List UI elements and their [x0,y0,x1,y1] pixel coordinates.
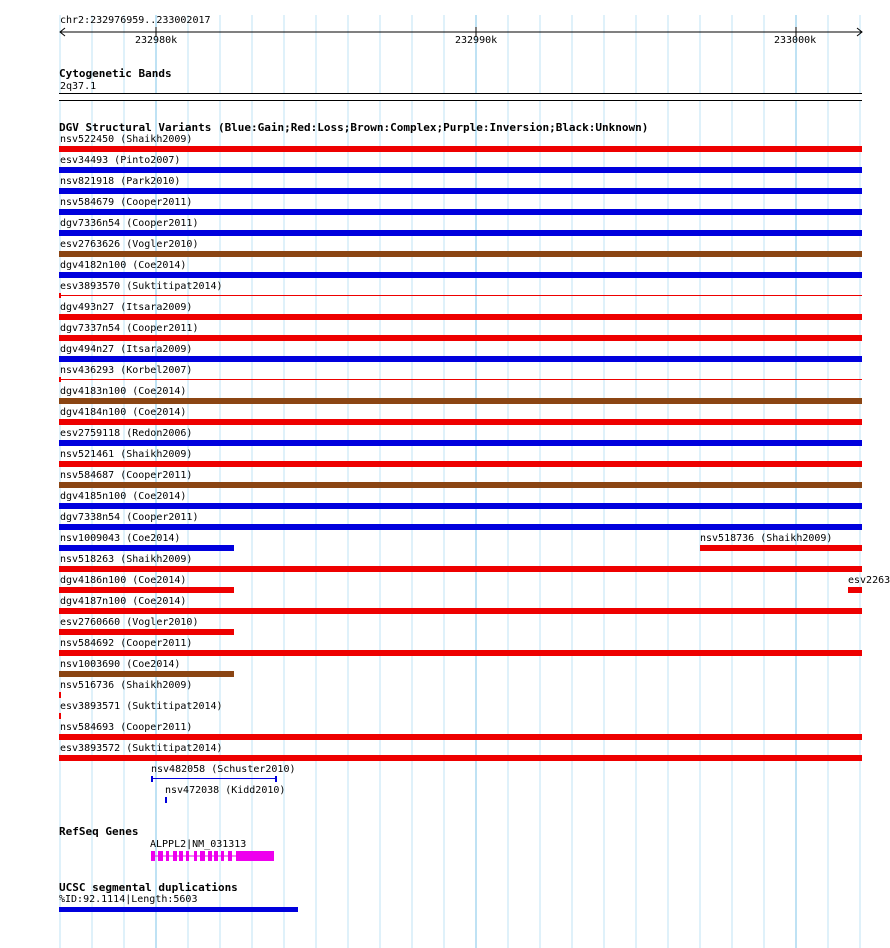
variant-label: esv2759118 (Redon2006) [60,428,193,439]
variant-feature[interactable] [59,608,862,614]
variant-label: nsv584687 (Cooper2011) [60,470,193,481]
variant-feature-end[interactable] [151,776,153,782]
variant-feature-end[interactable] [59,377,61,382]
variant-feature[interactable] [59,398,862,404]
variant-feature[interactable] [59,419,862,425]
variant-label: nsv1009043 (Coe2014) [60,533,181,544]
variant-feature[interactable] [59,272,862,278]
variant-label: dgv4184n100 (Coe2014) [60,407,187,418]
variant-feature[interactable] [59,713,61,719]
ruler-region-label: chr2:232976959..233002017 [60,15,211,26]
variant-feature[interactable] [59,379,862,380]
variant-label: esv2763626 (Vogler2010) [60,239,199,250]
variant-feature[interactable] [59,295,862,296]
variant-label: nsv482058 (Schuster2010) [151,764,296,775]
variant-label: esv2760660 (Vogler2010) [60,617,199,628]
variant-feature[interactable] [59,671,234,677]
variant-label: nsv472038 (Kidd2010) [165,785,286,796]
variant-feature[interactable] [59,188,862,194]
variant-label: nsv821918 (Park2010) [60,176,181,187]
variant-label: dgv494n27 (Itsara2009) [60,344,193,355]
variant-label: dgv4182n100 (Coe2014) [60,260,187,271]
segdup-track-title[interactable]: UCSC segmental duplications [59,881,238,894]
variant-feature[interactable] [59,566,862,572]
variant-feature[interactable] [59,545,234,551]
variant-label: dgv7337n54 (Cooper2011) [60,323,199,334]
segdup-feature[interactable] [59,907,298,912]
variant-feature[interactable] [59,146,862,152]
variant-feature[interactable] [59,314,862,320]
variant-feature-end[interactable] [59,293,61,298]
variant-label: esv34493 (Pinto2007) [60,155,181,166]
variant-feature[interactable] [59,692,61,698]
dgv-track-title[interactable]: DGV Structural Variants (Blue:Gain;Red:Loss;Brown:Complex;Purple:Inversion;Black:Unknown) [59,121,649,134]
variant-label: nsv584692 (Cooper2011) [60,638,193,649]
cytoband-label: 2q37.1 [60,81,97,92]
ruler-tick-label: 232990k [455,35,498,46]
variant-label: esv2263 [848,575,890,586]
variant-feature[interactable] [59,440,862,446]
cytoband-track-title[interactable]: Cytogenetic Bands [59,67,172,80]
refseq-track-title[interactable]: RefSeq Genes [59,825,139,838]
variant-feature[interactable] [848,587,862,593]
variant-label: esv3893570 (Suktitipat2014) [60,281,223,292]
variant-label: dgv4187n100 (Coe2014) [60,596,187,607]
variant-label: nsv436293 (Korbel2007) [60,365,193,376]
variant-feature[interactable] [59,209,862,215]
variant-label: nsv518736 (Shaikh2009) [700,533,833,544]
variant-feature[interactable] [59,734,862,740]
gene-model[interactable] [148,849,278,863]
ruler-tick-label: 232980k [135,35,178,46]
variant-feature[interactable] [151,778,276,779]
variant-label: nsv584693 (Cooper2011) [60,722,193,733]
variant-feature[interactable] [700,545,862,551]
variant-feature[interactable] [59,629,234,635]
variant-feature[interactable] [59,503,862,509]
variant-feature[interactable] [59,587,234,593]
variant-label: nsv518263 (Shaikh2009) [60,554,193,565]
variant-label: dgv4185n100 (Coe2014) [60,491,187,502]
cytoband-ideogram[interactable] [59,93,862,101]
variant-label: dgv7336n54 (Cooper2011) [60,218,199,229]
segdup-label: %ID:92.1114|Length:5603 [59,894,198,905]
variant-feature[interactable] [59,230,862,236]
ruler-axis [0,26,890,40]
variant-feature[interactable] [59,524,862,530]
variant-feature[interactable] [59,482,862,488]
variant-feature[interactable] [59,650,862,656]
ruler-tick-label: 233000k [774,35,817,46]
variant-label: esv3893571 (Suktitipat2014) [60,701,223,712]
variant-label: dgv493n27 (Itsara2009) [60,302,193,313]
variant-feature[interactable] [59,461,862,467]
variant-feature[interactable] [165,797,167,803]
variant-label: nsv522450 (Shaikh2009) [60,134,193,145]
variant-feature[interactable] [59,335,862,341]
variant-feature[interactable] [59,356,862,362]
variant-feature-end[interactable] [275,776,277,782]
variant-label: dgv7338n54 (Cooper2011) [60,512,199,523]
variant-label: nsv584679 (Cooper2011) [60,197,193,208]
variant-label: esv3893572 (Suktitipat2014) [60,743,223,754]
variant-label: dgv4186n100 (Coe2014) [60,575,187,586]
variant-label: nsv516736 (Shaikh2009) [60,680,193,691]
variant-feature[interactable] [59,755,862,761]
variant-label: nsv521461 (Shaikh2009) [60,449,193,460]
variant-feature[interactable] [59,167,862,173]
gene-label: ALPPL2|NM_031313 [150,839,247,850]
variant-label: dgv4183n100 (Coe2014) [60,386,187,397]
variant-feature[interactable] [59,251,862,257]
variant-label: nsv1003690 (Coe2014) [60,659,181,670]
